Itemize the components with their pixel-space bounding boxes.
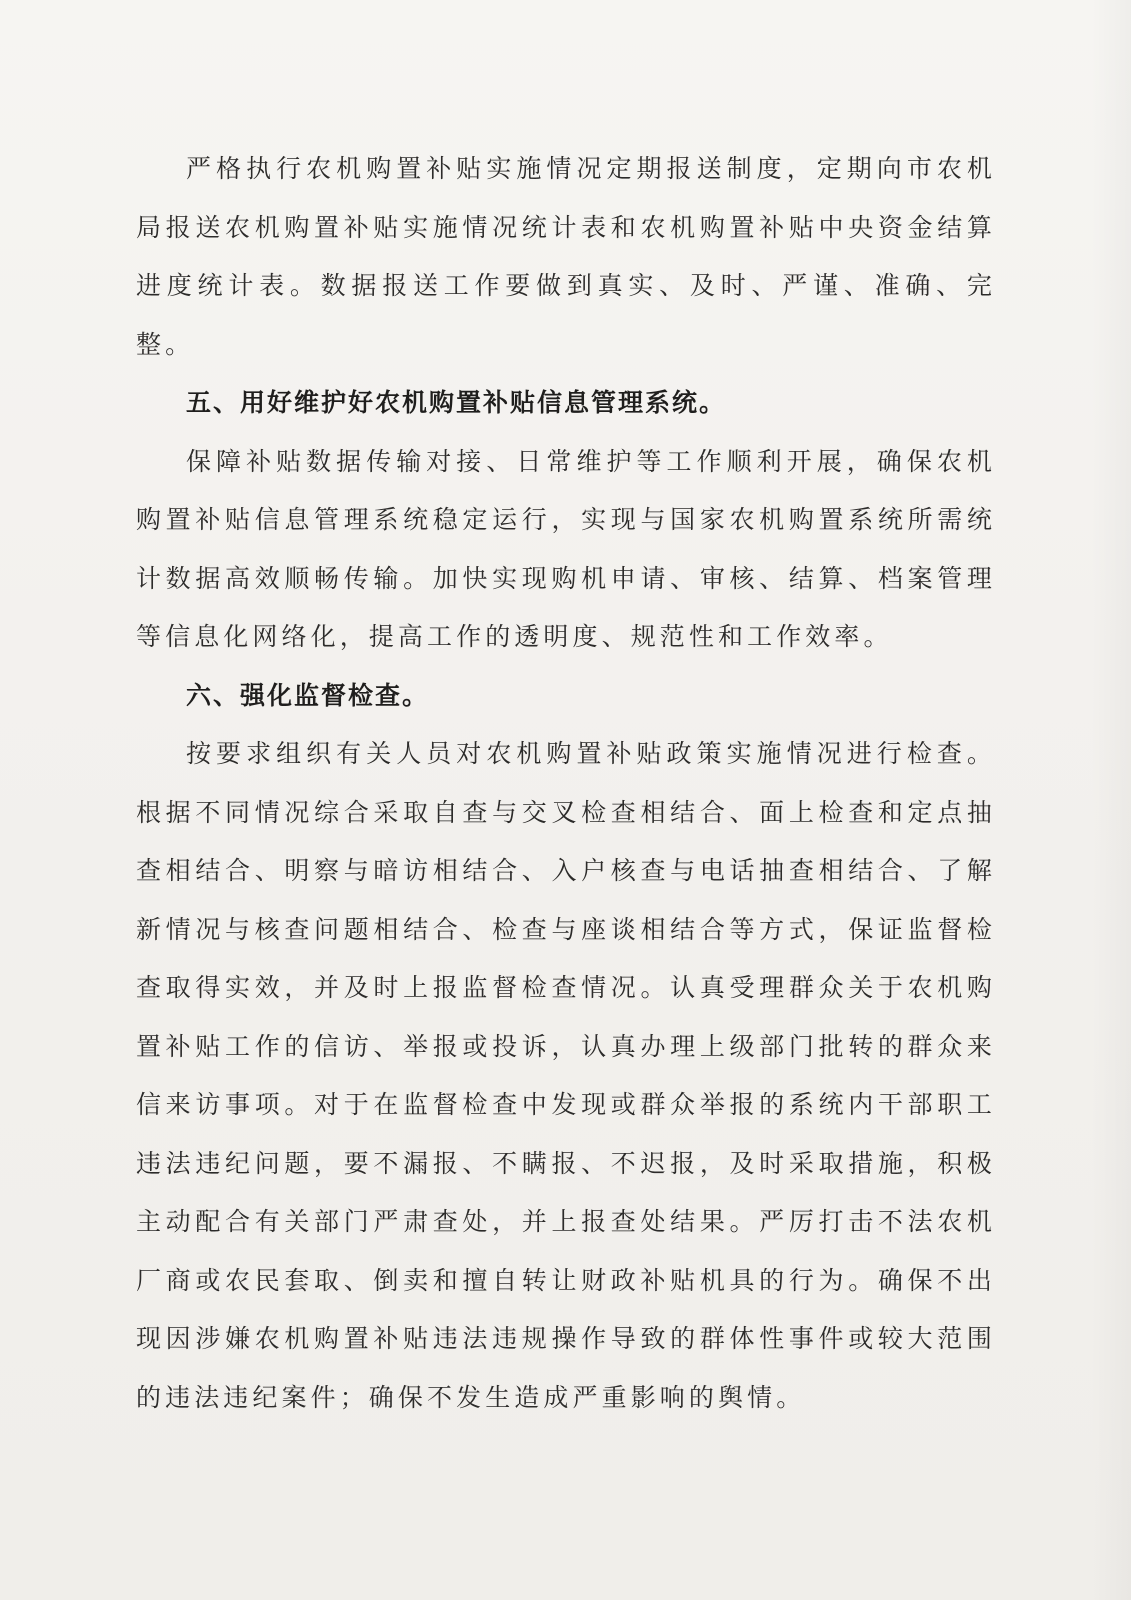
paragraph-info-system: 保障补贴数据传输对接、日常维护等工作顺利开展，确保农机购置补贴信息管理系统稳定运行，实现与国家农机购置系统所需统计数据高效顺畅传输。加快实现购机申请、审核、结算、档案管理等信息化网络化，提高工作的透明度、规范性和工作效率。 — [136, 446, 996, 651]
heading-section-six: 六、强化监督检查。 — [186, 680, 430, 710]
paragraph-supervision: 按要求组织有关人员对农机购置补贴政策实施情况进行检查。根据不同情况综合采取自查与交叉检查相结合、面上检查和定点抽查相结合、明察与暗访相结合、入户核查与电话抽查相结合、了解新情况与核查问题相结合、检查与座谈相结合等方式，保证监督检查取得实效，并及时上报监督检查情况。认真受理群众关于农机购置补贴工作的信访、举报或投诉，认真办理上级部门批转的群众来信来访事项。对于在监督检查中发现或群众举报的系统内干部职工违法违纪问题，要不漏报、不瞒报、不迟报，及时采取措施，积极主动配合有关部门严肃查处，并上报查处结果。严厉打击不法农机厂商或农民套取、倒卖和擅自转让财政补贴机具的行为。确保不出现因涉嫌农机购置补贴违法违规操作导致的群体性事件或较大范围的违法违纪案件；确保不发生造成严重影响的舆情。 — [136, 739, 996, 1412]
heading-section-five: 五、用好维护好农机购置补贴信息管理系统。 — [186, 388, 727, 417]
paragraph-report-system: 严格执行农机购置补贴实施情况定期报送制度，定期向市农机局报送农机购置补贴实施情况统计表和农机购置补贴中央资金结算进度统计表。数据报送工作要做到真实、及时、严谨、准确、完整。 — [136, 154, 996, 359]
page-edge-shadow — [1091, 0, 1131, 1600]
document-body — [136, 140, 996, 1427]
